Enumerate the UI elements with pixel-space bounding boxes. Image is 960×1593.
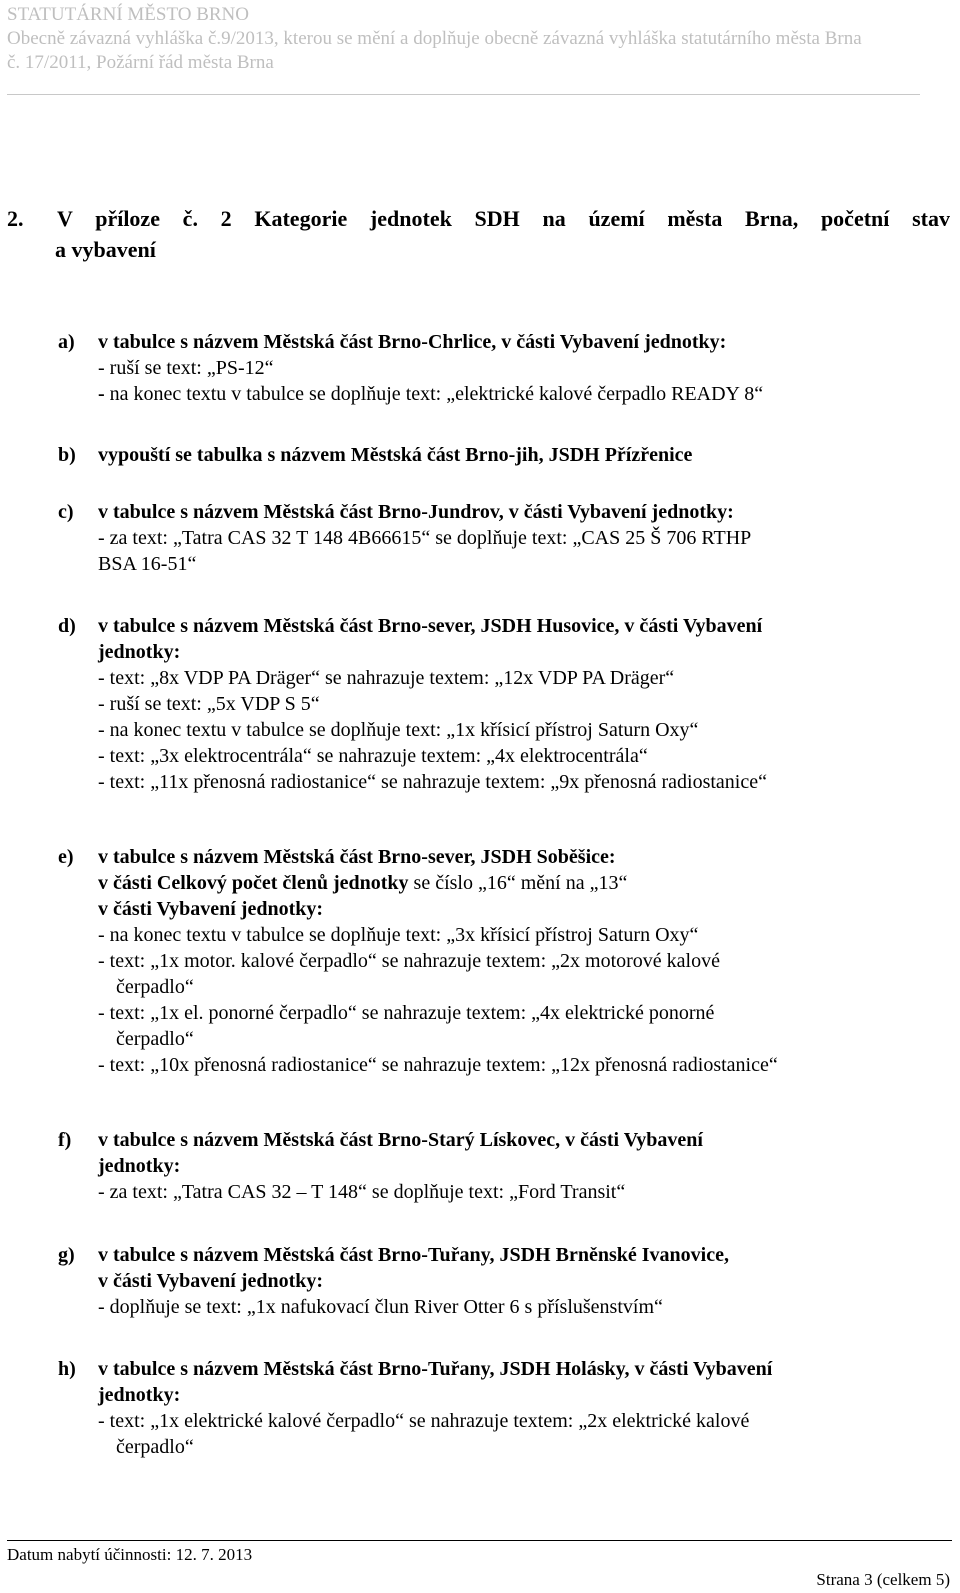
- item-g-label: g): [58, 1244, 75, 1266]
- item-e-label: e): [58, 846, 74, 868]
- item-e-line1: - na konec textu v tabulce se doplňuje text: „3x křísicí přístroj Saturn Oxy“: [98, 924, 699, 946]
- footer-effective-date: Datum nabytí účinnosti: 12. 7. 2013: [7, 1545, 253, 1564]
- item-a-line2-dash: -: [98, 383, 110, 405]
- item-c-label: c): [58, 501, 74, 523]
- item-c-title: v tabulce s názvem Městská část Brno-Jundrov, v části Vybavení jednotky:: [98, 501, 734, 523]
- section-heading: [7, 203, 957, 265]
- heading-line1: V příloze č. 2 Kategorie jednotek SDH na území města Brna, početní stav: [57, 206, 950, 231]
- item-f-title: v tabulce s názvem Městská část Brno-Starý Lískovec, v části Vybavení: [98, 1129, 703, 1151]
- item-h-label: h): [58, 1358, 76, 1380]
- item-c-line1-cont: BSA 16-51“: [98, 553, 197, 575]
- item-e-line4: - text: „10x přenosná radiostanice“ se nahrazuje textem: „12x přenosná radiostanice“: [98, 1054, 778, 1076]
- item-e-equipment-title: v části Vybavení jednotky:: [98, 898, 324, 920]
- item-f-label: f): [58, 1129, 72, 1151]
- item-e-line3-cont: čerpadlo“: [116, 1028, 194, 1050]
- item-e-title: v tabulce s názvem Městská část Brno-sever, JSDH Soběšice:: [98, 846, 616, 868]
- item-d-title-cont: jednotky:: [98, 641, 181, 663]
- item-b-label: b): [58, 444, 76, 466]
- heading-line2: a vybavení: [55, 237, 156, 262]
- header-divider: [7, 94, 920, 95]
- item-d-label: d): [58, 615, 76, 637]
- item-c-line1: - za text: „Tatra CAS 32 T 148 4B66615“ se doplňuje text: „CAS 25 Š 706 RTHP: [98, 527, 752, 549]
- item-f-line1: - za text: „Tatra CAS 32 – T 148“ se doplňuje text: „Ford Transit“: [98, 1181, 626, 1203]
- item-d-line2: - ruší se text: „5x VDP S 5“: [98, 693, 320, 715]
- item-d-line4: - text: „3x elektrocentrála“ se nahrazuje textem: „4x elektrocentrála“: [98, 745, 648, 767]
- footer-page-number: Strana 3 (celkem 5): [816, 1570, 950, 1589]
- item-a-label: a): [58, 331, 75, 353]
- header-decree-title: Obecně závazná vyhláška č.9/2013, kterou se mění a doplňuje obecně závazná vyhláška statutárního města Brna: [7, 28, 862, 49]
- item-d-line1: - text: „8x VDP PA Dräger“ se nahrazuje textem: „12x VDP PA Dräger“: [98, 667, 675, 689]
- item-d-line3: - na konec textu v tabulce se doplňuje text: „1x křísicí přístroj Saturn Oxy“: [98, 719, 699, 741]
- item-a-line1: - ruší se text: „PS-12“: [98, 357, 274, 379]
- item-a: [58, 329, 958, 407]
- footer-divider: [7, 1540, 952, 1541]
- item-a-line2: [98, 381, 958, 407]
- item-a-title: v tabulce s názvem Městská část Brno-Chrlice, v části Vybavení jednotky:: [98, 331, 727, 353]
- heading-number: 2.: [7, 206, 24, 231]
- item-g: [58, 1242, 958, 1320]
- item-e-line2: - text: „1x motor. kalové čerpadlo“ se nahrazuje textem: „2x motorové kalové: [98, 950, 720, 972]
- item-d-title: v tabulce s názvem Městská část Brno-sever, JSDH Husovice, v části Vybavení: [98, 615, 763, 637]
- item-c: [58, 499, 958, 577]
- item-d: [58, 613, 958, 795]
- item-f: [58, 1127, 958, 1205]
- item-h-line1-cont: čerpadlo“: [116, 1436, 194, 1458]
- item-f-title-cont: jednotky:: [98, 1155, 181, 1177]
- item-b-title: vypouští se tabulka s názvem Městská část Brno-jih, JSDH Přízřenice: [98, 444, 693, 466]
- item-h-title-cont: jednotky:: [98, 1384, 181, 1406]
- item-d-line5: - text: „11x přenosná radiostanice“ se nahrazuje textem: „9x přenosná radiostanice“: [98, 771, 767, 793]
- header-city: STATUTÁRNÍ MĚSTO BRNO: [7, 4, 249, 25]
- item-e-members: [98, 870, 958, 896]
- item-h-title: v tabulce s názvem Městská část Brno-Tuřany, JSDH Holásky, v části Vybavení: [98, 1358, 773, 1380]
- item-e: [58, 844, 958, 1078]
- item-b: [58, 442, 958, 468]
- item-e-members-rest: se číslo „16“ mění na „13“: [408, 872, 628, 894]
- item-e-line2-cont: čerpadlo“: [116, 976, 194, 998]
- item-e-members-bold: v části Celkový počet členů jednotky: [98, 872, 409, 894]
- item-g-title-cont: v části Vybavení jednotky:: [98, 1270, 324, 1292]
- item-g-line1: - doplňuje se text: „1x nafukovací člun River Otter 6 s příslušenstvím“: [98, 1296, 663, 1318]
- header-decree-subtitle: č. 17/2011, Požární řád města Brna: [7, 52, 274, 73]
- item-a-line2-text: na konec textu v tabulce se doplňuje text: „elektrické kalové čerpadlo READY 8“: [109, 383, 764, 405]
- item-g-title: v tabulce s názvem Městská část Brno-Tuřany, JSDH Brněnské Ivanovice,: [98, 1244, 729, 1266]
- item-e-line3: - text: „1x el. ponorné čerpadlo“ se nahrazuje textem: „4x elektrické ponorné: [98, 1002, 715, 1024]
- item-h-line1: - text: „1x elektrické kalové čerpadlo“ se nahrazuje textem: „2x elektrické kalové: [98, 1410, 750, 1432]
- item-h: [58, 1356, 958, 1460]
